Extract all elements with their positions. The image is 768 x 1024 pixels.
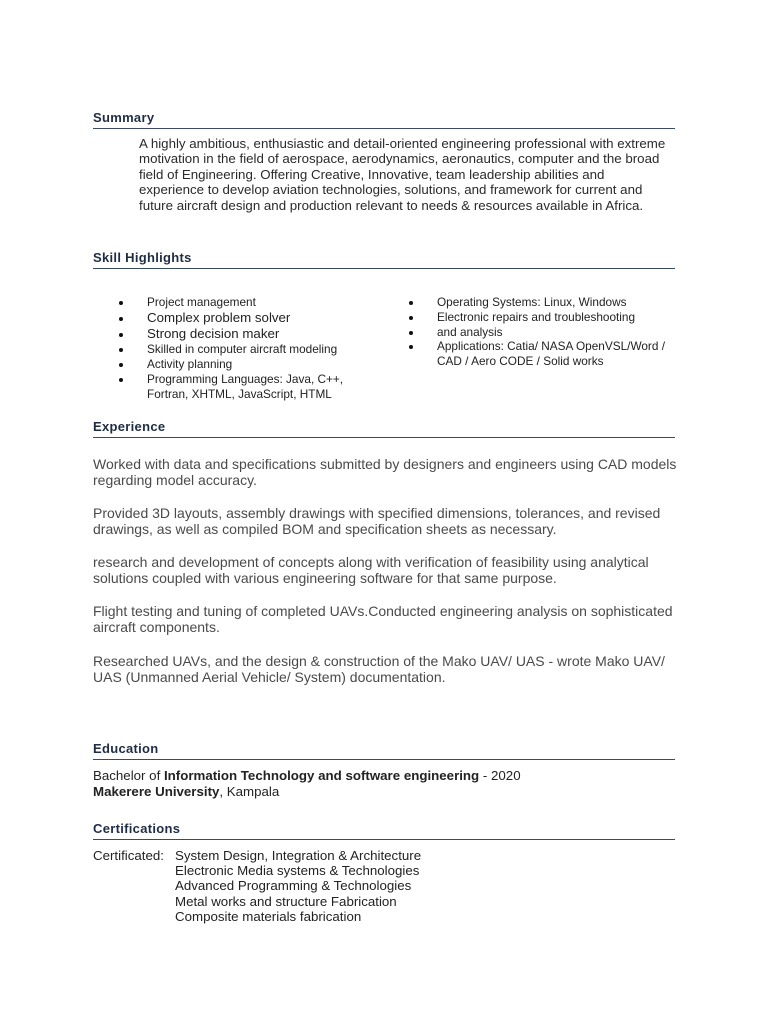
skills-right-list bbox=[407, 295, 677, 369]
university-location: , Kampala bbox=[219, 784, 280, 799]
experience-heading: Experience bbox=[93, 419, 675, 438]
skill-item: Project management bbox=[117, 295, 387, 310]
experience-item: Worked with data and specifications submitted by designers and engineers using CAD models regarding model accuracy. bbox=[93, 456, 677, 488]
certifications-list bbox=[175, 848, 421, 924]
certification-item: Advanced Programming & Technologies bbox=[175, 878, 412, 894]
university-name: Makerere University bbox=[93, 784, 220, 799]
skills-left-list bbox=[117, 295, 387, 401]
skill-item: Complex problem solver bbox=[117, 310, 387, 326]
experience-item: Flight testing and tuning of completed UAVs.Conducted engineering analysis on sophisticated aircraft components. bbox=[93, 603, 673, 635]
experience-item: research and development of concepts along with verification of feasibility using analytical solutions coupled with various engineering software for that same purpose. bbox=[93, 554, 649, 586]
certification-item: Composite materials fabrication bbox=[175, 908, 362, 924]
skill-item: Activity planning bbox=[117, 357, 387, 372]
skill-item: Electronic repairs and troubleshooting bbox=[407, 310, 677, 325]
degree-prefix: Bachelor of bbox=[93, 768, 164, 783]
university-line bbox=[93, 784, 693, 800]
skill-item: Skilled in computer aircraft modeling bbox=[117, 342, 387, 357]
certifications-heading: Certifications bbox=[93, 821, 675, 840]
certifications-label: Certificated: bbox=[93, 848, 164, 863]
certification-item: Metal works and structure Fabrication bbox=[175, 893, 397, 909]
experience-item: Provided 3D layouts, assembly drawings with specified dimensions, tolerances, and revised drawings, as well as compiled BOM and specification sheets as necessary. bbox=[93, 505, 661, 537]
skill-item: and analysis bbox=[407, 325, 677, 340]
summary-text: A highly ambitious, enthusiastic and detail-oriented engineering professional with extreme motivation in the field of aerospace, aerodynamics, aeronautics, computer and the broad field of Engineering. Offering Creative, Innovative, team leadership abilities and experience to develop aviation technologies, solutions, and framework for current and future aircraft design and production relevant to needs & resources available in Africa. bbox=[139, 136, 666, 213]
skill-item: Operating Systems: Linux, Windows bbox=[407, 295, 677, 310]
certification-item: Electronic Media systems & Technologies bbox=[175, 863, 420, 879]
skill-item: Strong decision maker bbox=[117, 326, 387, 342]
skill-item: Programming Languages: Java, C++, Fortran, XHTML, JavaScript, HTML bbox=[117, 372, 347, 402]
education-heading: Education bbox=[93, 741, 675, 760]
degree-field: Information Technology and software engineering bbox=[163, 768, 480, 783]
degree-year: - 2020 bbox=[479, 768, 521, 783]
skills-heading: Skill Highlights bbox=[93, 250, 675, 269]
experience-item: Researched UAVs, and the design & construction of the Mako UAV/ UAS - wrote Mako UAV/ UAS (Unmanned Aerial Vehicle/ System) documentation. bbox=[93, 653, 665, 685]
summary-heading: Summary bbox=[93, 110, 675, 129]
certification-item: System Design, Integration & Architecture bbox=[175, 848, 422, 863]
degree-line bbox=[93, 768, 693, 784]
skill-item: Applications: Catia/ NASA OpenVSL/Word / CAD / Aero CODE / Solid works bbox=[407, 339, 667, 369]
